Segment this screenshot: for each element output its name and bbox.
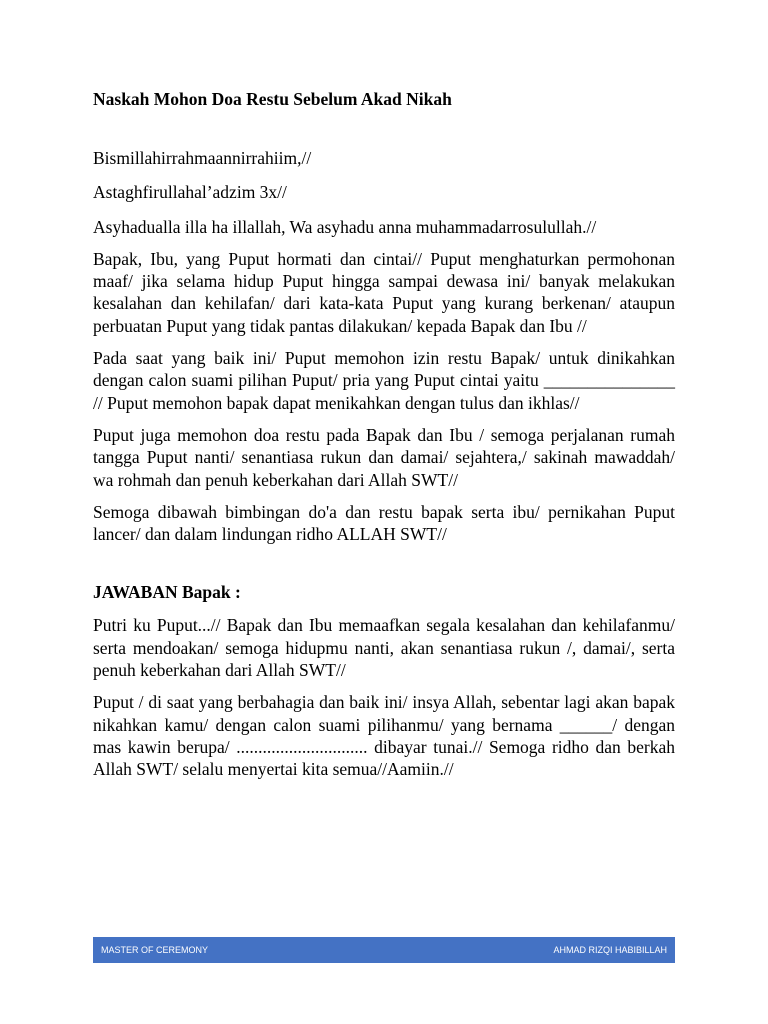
- footer-right-label: AHMAD RIZQI HABIBILLAH: [553, 945, 667, 955]
- reply-heading: JAWABAN Bapak :: [93, 582, 241, 603]
- paragraph-blessing-request: Puput juga memohon doa restu pada Bapak dan Ibu / semoga perjalanan rumah tangga Puput nanti/ senantiasa rukun dan damai/ sejahtera,/ sakinah mawaddah/ wa rohmah dan penuh keberkahan dari Allah SWT//: [93, 424, 675, 490]
- page-footer: [93, 937, 675, 963]
- paragraph-istighfar: Astaghfirullahal’adzim 3x//: [93, 182, 287, 203]
- reply-paragraph-forgiveness: Putri ku Puput...// Bapak dan Ibu memaafkan segala kesalahan dan kehilafanmu/ serta mendoakan/ semoga hidupmu nanti, akan senantiasa rukun /, damai/, serta penuh keberkahan dari Allah SWT//: [93, 615, 675, 681]
- document-title: Naskah Mohon Doa Restu Sebelum Akad Nikah: [93, 89, 452, 109]
- paragraph-closing-prayer: Semoga dibawah bimbingan do'a dan restu bapak serta ibu/ pernikahan Puput lancer/ dan dalam lindungan ridho ALLAH SWT//: [93, 501, 675, 545]
- paragraph-basmalah: Bismillahirrahmaannirrahiim,//: [93, 148, 312, 168]
- footer-left-label: MASTER OF CEREMONY: [101, 945, 209, 955]
- document-page: [93, 88, 675, 791]
- paragraph-syahadat: Asyhadualla illa ha illallah, Wa asyhadu anna muhammadarrosulullah.//: [93, 216, 597, 237]
- paragraph-request-permission: Pada saat yang baik ini/ Puput memohon izin restu Bapak/ untuk dinikahkan dengan calon suami pilihan Puput/ pria yang Puput cintai yaitu _______________ // Puput memohon bapak dapat menikahkan dengan tulus dan ikhlas//: [93, 348, 675, 413]
- reply-paragraph-marriage: Puput / di saat yang berbahagia dan baik ini/ insya Allah, sebentar lagi akan bapak nikahkan kamu/ dengan calon suami pilihanmu/ yang bernama ______/ dengan mas kawin berupa/ .............................. dibayar tunai.// Semoga ridho dan berkah Allah SWT/ selalu menyertai kita semua//Aamiin.//: [93, 692, 675, 780]
- paragraph-apology: Bapak, Ibu, yang Puput hormati dan cintai// Puput menghaturkan permohonan maaf/ jika selama hidup Puput hingga sampai dewasa ini/ banyak melakukan kesalahan dan kehilafan/ dari kata-kata Puput yang kurang berkenan/ ataupun perbuatan Puput yang tidak pantas dilakukan/ kepada Bapak dan Ibu //: [93, 248, 675, 336]
